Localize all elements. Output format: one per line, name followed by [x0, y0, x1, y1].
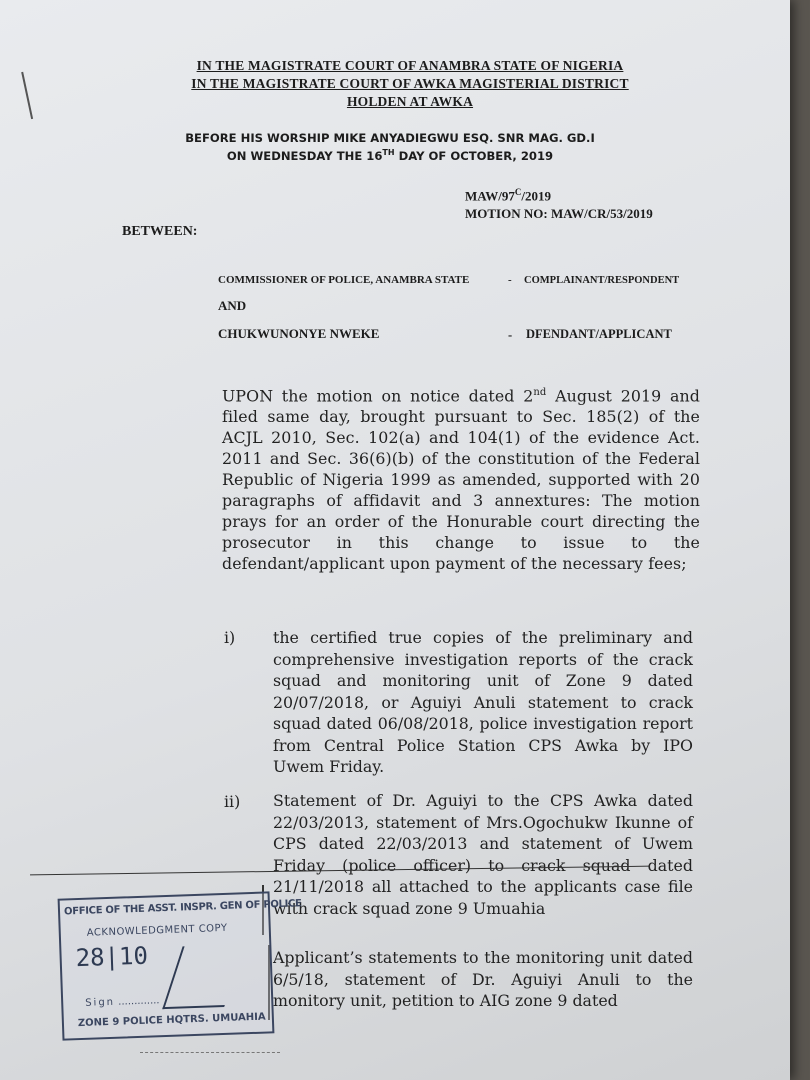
court-title-1: IN THE MAGISTRATE COURT OF ANAMBRA STATE OF NIGERIA — [196, 58, 624, 73]
signature-scribble — [162, 944, 244, 1009]
defendant-name: CHUKWUNONYE NWEKE — [218, 326, 380, 341]
motion-paragraph: UPON the motion on notice dated 2nd August 2019 and filed same day, brought pursuant to Sec. 185(2) of the ACJL 2010, Sec. 102(a) and 104(1) of the evidence Act. 2011 and Sec. 36(6)(b) of the constitution of the Federal Republic of Nigeria 1999 as amended, supported with 20 paragraphs of affidavit and 3 annextures: The motion prays for an order of the Honurable court directing the prosecutor in this change to issue to the defendant/applicant upon payment of the necessary fees; — [222, 386, 700, 574]
defendant-role: DFENDANT/APPLICANT — [526, 327, 672, 341]
item-text-2: Statement of Dr. Aguiyi to the CPS Awka dated 22/03/2013, statement of Mrs.Ogochukw Ikunne of CPS dated 22/03/2013 and statement of Uwem Friday (police officer) to crack squad dated 21/11/2018 all attached to the applicants case file with crack squad zone 9 Umuahia — [273, 791, 693, 918]
court-title-3: HOLDEN AT AWKA — [346, 94, 474, 109]
complainant-name: COMMISSIONER OF POLICE, ANAMBRA STATE — [218, 274, 470, 286]
item-number-1: i) — [224, 628, 236, 647]
item-text-1: the certified true copies of the preliminary and comprehensive investigation reports of the crack squad and monitoring unit of Zone 9 dated 20/07/2018, or Aguiyi Anuli statement to crack squad dated 06/08/2018, police investigation report from Central Police Station CPS Awka by IPO Uwem Friday. — [273, 628, 693, 776]
item-text-3: Applicant’s statements to the monitoring unit dated 6/5/18, statement of Dr. Aguiyi Anuli to the monitory unit, petition to AIG zone 9 dated — [273, 948, 693, 1010]
motion-number: MOTION NO: MAW/CR/53/2019 — [465, 206, 653, 221]
date-line: ON WEDNESDAY THE 16TH DAY OF OCTOBER, 2019 — [226, 148, 554, 163]
defendant-dash: - — [508, 328, 513, 342]
court-title-2: IN THE MAGISTRATE COURT OF AWKA MAGISTERIAL DISTRICT — [191, 76, 629, 91]
bottom-mark — [140, 1052, 280, 1053]
stamp-date: 28|10 — [75, 941, 149, 973]
complainant-role: COMPLAINANT/RESPONDENT — [524, 275, 680, 286]
before-line: BEFORE HIS WORSHIP MIKE ANYADIEGWU ESQ. SNR MAG. GD.I — [185, 131, 595, 145]
stamp-ack: ACKNOWLEDGMENT COPY — [86, 922, 228, 939]
stamp-office: OFFICE OF THE ASST. INSPR. GEN OF POLICE — [63, 898, 302, 918]
complainant-dash: - — [508, 274, 512, 286]
stamp-zone: ZONE 9 POLICE HQTRS. UMUAHIA — [77, 1011, 266, 1030]
item-number-2: ii) — [224, 792, 241, 811]
and-label: AND — [218, 298, 247, 313]
acknowledgment-stamp — [58, 891, 302, 1040]
stamp-sign: Sign ............. — [85, 995, 160, 1009]
between-label: BETWEEN: — [122, 224, 198, 239]
suit-number: MAW/$97^C/2019$ — [465, 187, 551, 204]
